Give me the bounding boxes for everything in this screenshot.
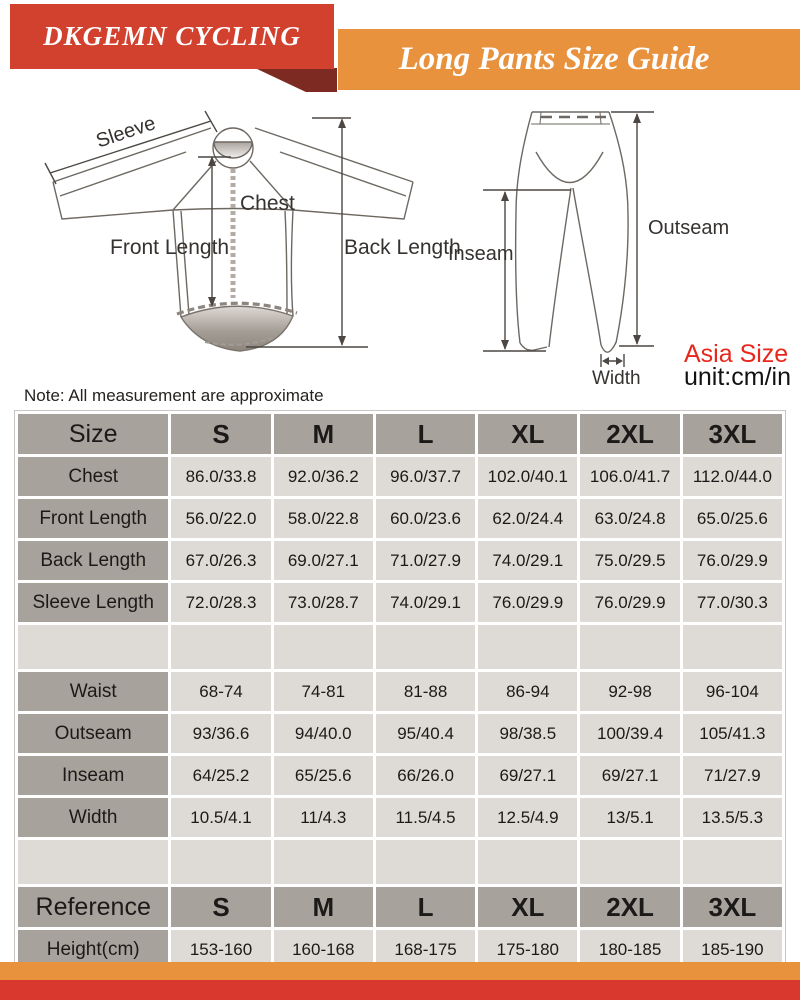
row-label: Back Length [18, 541, 168, 580]
outseam-label: Outseam [648, 217, 730, 239]
table-row [18, 541, 782, 580]
brand-name: DKGEMN CYCLING [43, 21, 301, 51]
cell-value: 72.0/28.3 [171, 583, 270, 622]
cell-value: 112.0/44.0 [683, 457, 782, 496]
cell-value: 74-81 [274, 672, 373, 711]
back-length-label: Back Length [344, 236, 461, 259]
cell-value: 175-180 [478, 930, 577, 969]
spacer-cell [478, 840, 577, 884]
cell-value: 2XL [580, 414, 679, 454]
row-label: Front Length [18, 499, 168, 538]
table-row [18, 457, 782, 496]
cell-value: 102.0/40.1 [478, 457, 577, 496]
page-title: Long Pants Size Guide [398, 41, 710, 77]
ribbon-fold [255, 68, 337, 92]
cell-value: 69/27.1 [580, 756, 679, 795]
cell-value: 71/27.9 [683, 756, 782, 795]
cell-value: 93/36.6 [171, 714, 270, 753]
row-label: Width [18, 798, 168, 837]
pants-diagram [516, 112, 628, 352]
spacer-row [18, 625, 782, 669]
cell-value: 64/25.2 [171, 756, 270, 795]
cell-value: 62.0/24.4 [478, 499, 577, 538]
spacer-cell [18, 840, 168, 884]
table-row [18, 672, 782, 711]
cell-value: 12.5/4.9 [478, 798, 577, 837]
row-label: Outseam [18, 714, 168, 753]
cell-value: 65.0/25.6 [683, 499, 782, 538]
cell-value: 168-175 [376, 930, 475, 969]
spacer-cell [478, 625, 577, 669]
spacer-cell [274, 625, 373, 669]
row-label: Height(cm) [18, 930, 168, 969]
width-label: Width [592, 368, 641, 389]
asia-size-label: Asia Size [684, 340, 789, 368]
cell-value: 81-88 [376, 672, 475, 711]
cell-value: 71.0/27.9 [376, 541, 475, 580]
cell-value: 58.0/22.8 [274, 499, 373, 538]
cell-value: 77.0/30.3 [683, 583, 782, 622]
cell-value: 60.0/23.6 [376, 499, 475, 538]
table-row [18, 756, 782, 795]
spacer-cell [171, 840, 270, 884]
row-label: Size [18, 414, 168, 454]
cell-value: 98/38.5 [478, 714, 577, 753]
cell-value: XL [478, 414, 577, 454]
cell-value: 180-185 [580, 930, 679, 969]
size-table-body [18, 414, 782, 1000]
cell-value: 75.0/29.5 [580, 541, 679, 580]
cell-value: 11/4.3 [274, 798, 373, 837]
spacer-cell [580, 840, 679, 884]
title-ribbon [338, 29, 800, 90]
cell-value: 2XL [580, 887, 679, 927]
cell-value: 76.0/29.9 [478, 583, 577, 622]
cell-value: 96.0/37.7 [376, 457, 475, 496]
row-label: Reference [18, 887, 168, 927]
sleeve-label: Sleeve [93, 112, 159, 153]
cell-value: 105/41.3 [683, 714, 782, 753]
cell-value: 63.0/24.8 [580, 499, 679, 538]
cell-value: 3XL [683, 414, 782, 454]
cell-value: 10.5/4.1 [171, 798, 270, 837]
cell-value: 76.0/29.9 [683, 541, 782, 580]
cell-value: 68-74 [171, 672, 270, 711]
row-label: Inseam [18, 756, 168, 795]
cell-value: 106.0/41.7 [580, 457, 679, 496]
cell-value: 74.0/29.1 [478, 541, 577, 580]
cell-value: S [171, 414, 270, 454]
note-text: Note: All measurement are approximate [24, 386, 324, 405]
row-label: Waist [18, 672, 168, 711]
cell-value: L [376, 887, 475, 927]
cell-value: 13/5.1 [580, 798, 679, 837]
cell-value: 76.0/29.9 [580, 583, 679, 622]
row-label: Sleeve Length [18, 583, 168, 622]
cell-value: 95/40.4 [376, 714, 475, 753]
cell-value: 65/25.6 [274, 756, 373, 795]
cell-value: M [274, 414, 373, 454]
spacer-cell [683, 625, 782, 669]
footer-orange-stripe [0, 962, 800, 980]
spacer-row [18, 840, 782, 884]
table-row [18, 798, 782, 837]
cell-value: 86.0/33.8 [171, 457, 270, 496]
cell-value: 185-190 [683, 930, 782, 969]
cell-value: 74.0/29.1 [376, 583, 475, 622]
cell-value: 160-168 [274, 930, 373, 969]
brand-ribbon [10, 4, 334, 69]
cell-value: 86-94 [478, 672, 577, 711]
table-row [18, 499, 782, 538]
cell-value: 3XL [683, 887, 782, 927]
cell-value: 13.5/5.3 [683, 798, 782, 837]
spacer-cell [171, 625, 270, 669]
table-row [18, 714, 782, 753]
row-label: Chest [18, 457, 168, 496]
cell-value: 94/40.0 [274, 714, 373, 753]
size-table [14, 410, 786, 1000]
spacer-cell [376, 840, 475, 884]
front-length-label: Front Length [110, 236, 230, 259]
spacer-cell [18, 625, 168, 669]
cell-value: 73.0/28.7 [274, 583, 373, 622]
cell-value: XL [478, 887, 577, 927]
chest-label: Chest [240, 192, 295, 215]
cell-value: 96-104 [683, 672, 782, 711]
spacer-cell [683, 840, 782, 884]
cell-value: 69.0/27.1 [274, 541, 373, 580]
cell-value: L [376, 414, 475, 454]
unit-label: unit:cm/in [684, 363, 791, 391]
cell-value: 69/27.1 [478, 756, 577, 795]
spacer-cell [376, 625, 475, 669]
cell-value: M [274, 887, 373, 927]
spacer-cell [580, 625, 679, 669]
cell-value: 153-160 [171, 930, 270, 969]
spacer-cell [274, 840, 373, 884]
table-row [18, 887, 782, 927]
inseam-label: Inseam [448, 243, 514, 265]
cell-value: 66/26.0 [376, 756, 475, 795]
cell-value: 11.5/4.5 [376, 798, 475, 837]
cell-value: 56.0/22.0 [171, 499, 270, 538]
cell-value: 92.0/36.2 [274, 457, 373, 496]
footer-red-stripe [0, 980, 800, 1000]
cell-value: 100/39.4 [580, 714, 679, 753]
cell-value: S [171, 887, 270, 927]
table-row [18, 583, 782, 622]
table-row [18, 414, 782, 454]
cell-value: 67.0/26.3 [171, 541, 270, 580]
cell-value: 92-98 [580, 672, 679, 711]
